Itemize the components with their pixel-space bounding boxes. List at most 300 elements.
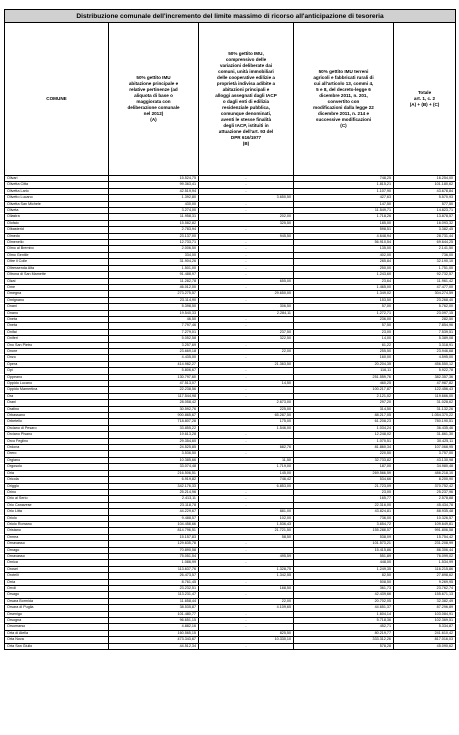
value-cell-tot: 486.218,10 <box>394 470 456 476</box>
comune-cell: Oristano <box>5 528 109 534</box>
comune-cell: Omignano <box>5 297 109 303</box>
value-cell-b: 682,76 <box>199 445 294 451</box>
comune-cell: Orco Feglino <box>5 438 109 444</box>
comune-cell: Olmo al Brembo <box>5 246 109 252</box>
value-cell-a: 216.506,51 <box>109 470 199 476</box>
value-cell-c: 598,51 <box>294 227 394 233</box>
value-cell-c: 147,50 <box>294 201 394 207</box>
value-cell-a: 814.796,51 <box>109 528 199 534</box>
comune-cell: Olivetta Lario <box>5 188 109 194</box>
comune-cell: Onore <box>5 348 109 354</box>
value-cell-c: 236,00 <box>294 316 394 322</box>
value-cell-b: - <box>199 496 294 502</box>
comune-cell: Orgosolo <box>5 464 109 470</box>
column-header-line: 50% gettito IMU terreni <box>318 69 369 74</box>
value-cell-a: 101.480,77 <box>109 611 199 617</box>
value-cell-b: 29.650,00 <box>199 291 294 297</box>
value-cell-b: 14,50 <box>199 381 294 387</box>
value-cell-a: 29.354,60 <box>109 438 199 444</box>
table-title: Distribuzione comunale dell'incremento del limite massimo di ricorso all'anticipazione di tesoreria <box>5 10 456 23</box>
value-cell-a: 900.865,67 <box>109 413 199 419</box>
value-cell-c: 23,64 <box>294 278 394 284</box>
value-cell-tot: 109.649,81 <box>394 521 456 527</box>
value-cell-c: 165,77 <box>294 496 394 502</box>
value-cell-b: - <box>199 252 294 258</box>
column-header-line: dicembre 2011, n. 201, <box>319 93 368 98</box>
comune-cell: Oriolo Romano <box>5 521 109 527</box>
value-cell-a: 7.279,01 <box>109 329 199 335</box>
value-cell-tot: 76.099,02 <box>394 553 456 559</box>
value-cell-b: 6.853,00 <box>199 483 294 489</box>
value-cell-b: - <box>199 618 294 624</box>
value-cell-tot: 2.141,50 <box>394 246 456 252</box>
value-cell-c: 452,71 <box>294 624 394 630</box>
value-cell-a: 718.807,28 <box>109 419 199 425</box>
value-cell-tot: 27.898,62 <box>394 573 456 579</box>
value-cell-c: 534,66 <box>294 477 394 483</box>
value-cell-b: - <box>199 438 294 444</box>
comune-cell: Ollastra <box>5 214 109 220</box>
value-cell-b: - <box>199 393 294 399</box>
table-row <box>5 643 456 649</box>
value-cell-a: 2.783,94 <box>109 227 199 233</box>
value-cell-b: 881,00 <box>199 509 294 515</box>
value-cell-c: 1.349,02 <box>294 291 394 297</box>
comune-cell: Opera <box>5 361 109 367</box>
value-cell-a: 25.214,96 <box>109 489 199 495</box>
value-cell-c: 100.217,87 <box>294 387 394 393</box>
value-cell-a: 4.882,16 <box>109 624 199 630</box>
value-cell-a: 473.343,67 <box>109 637 199 643</box>
value-cell-b: - <box>199 272 294 278</box>
value-cell-a: 334,00 <box>109 252 199 258</box>
value-cell-c: 1.107,90 <box>294 188 394 194</box>
comune-cell: Orio Litta <box>5 509 109 515</box>
value-cell-b: - <box>199 502 294 508</box>
value-cell-b: - <box>199 560 294 566</box>
value-cell-tot: 1.054.370,22 <box>394 413 456 419</box>
column-header-line: comunque denominati, <box>220 111 272 116</box>
value-cell-c: 20.204,35 <box>294 361 394 367</box>
comune-cell: Ornavasso <box>5 541 109 547</box>
value-cell-c: 1.034,24 <box>294 425 394 431</box>
comune-cell: Onzo <box>5 355 109 361</box>
value-cell-tot: 9.269,95 <box>394 579 456 585</box>
column-header-line: deliberazione comunale <box>127 105 180 110</box>
value-cell-c: 42.439,66 <box>294 592 394 598</box>
value-cell-b: 65.287,50 <box>199 413 294 419</box>
value-cell-a: 38.535,87 <box>109 605 199 611</box>
value-cell-a: 99.363,41 <box>109 182 199 188</box>
value-cell-tot: 101.180,62 <box>394 182 456 188</box>
comune-cell: Orbassano <box>5 413 109 419</box>
value-cell-c: 1.243,60 <box>294 272 394 278</box>
value-cell-c: 251.559,76 <box>294 374 394 380</box>
value-cell-c: 460,25 <box>294 381 394 387</box>
value-cell-b: - <box>199 208 294 214</box>
column-header-line: agricoli e fabbricati rurali di <box>313 75 374 80</box>
value-cell-c: 101.573,21 <box>294 541 394 547</box>
comune-cell: Olbasterid <box>5 227 109 233</box>
column-header-line: residenziale pubblica, <box>222 105 270 110</box>
column-header-line: (C) <box>340 123 347 128</box>
value-cell-c: 185,00 <box>294 220 394 226</box>
value-cell-b: 1.546,00 <box>199 425 294 431</box>
comune-cell: Oriolo <box>5 515 109 521</box>
value-cell-tot: 736,00 <box>394 252 456 258</box>
value-cell-c: 61,22 <box>294 342 394 348</box>
column-header-line: cui all'articolo 13, commi 4, <box>313 81 374 86</box>
column-header-line: successive modificazioni <box>315 117 372 122</box>
value-cell-a: 22.238,56 <box>109 387 199 393</box>
comune-cell: Oratino <box>5 406 109 412</box>
value-cell-a: 5.398,50 <box>109 304 199 310</box>
comune-cell: Olivari <box>5 176 109 182</box>
value-cell-c: 12.248,02 <box>294 432 394 438</box>
value-cell-c: 551,89 <box>294 553 394 559</box>
value-cell-b: 11,50 <box>199 457 294 463</box>
value-cell-tot: 31.132,26 <box>394 406 456 412</box>
value-cell-b: 1.342,55 <box>199 573 294 579</box>
value-cell-a: 46,50 <box>109 316 199 322</box>
value-cell-tot: 780.190,51 <box>394 419 456 425</box>
value-cell-b: - <box>199 611 294 617</box>
value-cell-tot: 23.097,15 <box>394 310 456 316</box>
value-cell-tot: 1.534,99 <box>394 560 456 566</box>
value-cell-c: 135,00 <box>294 246 394 252</box>
value-cell-tot: 2.578,88 <box>394 496 456 502</box>
value-cell-a: 75.051,54 <box>109 553 199 559</box>
comune-cell: Oneta <box>5 316 109 322</box>
value-cell-tot: 5.922,78 <box>394 368 456 374</box>
column-header-line: modificazioni dalla legge 22 <box>313 105 374 110</box>
value-cell-c: 1.465,00 <box>294 284 394 290</box>
value-cell-tot: 32.190,10 <box>394 259 456 265</box>
value-cell-a: 414.982,27 <box>109 361 199 367</box>
value-cell-c: 56.910,54 <box>294 240 394 246</box>
comune-cell: Ora <box>5 393 109 399</box>
value-cell-c: 3.654,72 <box>294 521 394 527</box>
value-cell-tot: 45.434,78 <box>394 502 456 508</box>
comune-cell: Ono San Pietro <box>5 342 109 348</box>
value-cell-b: 1.536,43 <box>199 521 294 527</box>
comune-cell: Orria <box>5 579 109 585</box>
value-cell-b: - <box>199 182 294 188</box>
value-cell-c: 21.723,09 <box>294 483 394 489</box>
value-cell-c: 82,50 <box>294 573 394 579</box>
value-cell-c: 255,50 <box>294 348 394 354</box>
value-cell-a: 1.086,99 <box>109 560 199 566</box>
comune-cell: Orsenigo <box>5 611 109 617</box>
value-cell-a: 7.797,46 <box>109 323 199 329</box>
value-cell-b: 4.109,65 <box>199 605 294 611</box>
value-cell-a: 1.501,00 <box>109 265 199 271</box>
value-cell-c: 748,25 <box>294 176 394 182</box>
value-cell-a: 160.565,15 <box>109 630 199 636</box>
value-cell-tot: 25.237,96 <box>394 489 456 495</box>
value-cell-a: 1.392,80 <box>109 195 199 201</box>
value-cell-a: 2.006,50 <box>109 246 199 252</box>
value-cell-b: - <box>199 342 294 348</box>
column-headers <box>5 23 456 176</box>
value-cell-b: - <box>199 323 294 329</box>
value-cell-tot: 23.762,74 <box>394 586 456 592</box>
value-cell-a: 430,00 <box>109 201 199 207</box>
value-cell-c: 160,00 <box>294 355 394 361</box>
comune-cell: Oppeano <box>5 374 109 380</box>
value-cell-a: 23.114,90 <box>109 297 199 303</box>
value-cell-tot: 102.369,51 <box>394 618 456 624</box>
value-cell-c: 220,50 <box>294 451 394 457</box>
value-cell-c: 80.219,77 <box>294 630 394 636</box>
value-cell-c: 427,63 <box>294 195 394 201</box>
value-cell-tot: 16.093,32 <box>394 220 456 226</box>
value-cell-c: 1.815,21 <box>294 182 394 188</box>
comune-cell: Orciano Pisano <box>5 432 109 438</box>
value-cell-tot: 107.068,95 <box>394 445 456 451</box>
value-cell-c: 1.272,71 <box>294 310 394 316</box>
column-header-line: comprensivo delle <box>225 57 267 62</box>
column-header-a <box>109 23 199 176</box>
value-cell-tot: 382.357,36 <box>394 374 456 380</box>
value-cell-c: 285,84 <box>294 259 394 265</box>
value-cell-c: 250,00 <box>294 265 394 271</box>
value-cell-tot: 155.671,13 <box>394 592 456 598</box>
comune-cell: Olivetto Lucano <box>5 195 109 201</box>
value-cell-b: 2.284,11 <box>199 310 294 316</box>
value-cell-a: 23.232,51 <box>109 586 199 592</box>
value-cell-a: 47.513,07 <box>109 381 199 387</box>
comune-cell: Oppido Mamertina <box>5 387 109 393</box>
column-header-line: aliquota di base o <box>134 93 173 98</box>
column-header-line: proprietà indivisa adibite a <box>216 81 276 86</box>
value-cell-a: 129.635,78 <box>109 541 199 547</box>
value-cell-tot: 69.644,25 <box>394 240 456 246</box>
column-header-line: DPR 616/1977 <box>230 135 262 140</box>
value-cell-c: 43.824,81 <box>294 509 394 515</box>
value-cell-tot: 7.854,96 <box>394 323 456 329</box>
comune-cell: Ome <box>5 284 109 290</box>
value-cell-tot: 577,50 <box>394 201 456 207</box>
value-cell-a: 91.488,97 <box>109 272 199 278</box>
value-cell-tot: 5.570,93 <box>394 195 456 201</box>
column-header-line: abitazione principale e <box>128 81 179 86</box>
value-cell-b: 22,00 <box>199 348 294 354</box>
value-cell-a: 4.435,00 <box>109 355 199 361</box>
comune-cell: Ormea <box>5 534 109 540</box>
value-cell-a: 31.904,26 <box>109 259 199 265</box>
comune-cell: Onano <box>5 310 109 316</box>
value-cell-a: 11.658,44 <box>109 598 199 604</box>
value-cell-a: 46.012,00 <box>109 284 199 290</box>
value-cell-tot: 13.878,57 <box>394 214 456 220</box>
column-header-line: aventi le stesse finalità <box>220 117 272 122</box>
comune-cell: Origgio <box>5 483 109 489</box>
value-cell-a: 15.582,82 <box>109 220 199 226</box>
value-cell-b: 746,42 <box>199 477 294 483</box>
value-cell-a: 28.058,42 <box>109 400 199 406</box>
column-header-line: art. 1, c. 2 <box>413 96 436 101</box>
value-cell-c: 333.312,26 <box>294 637 394 643</box>
comune-cell: Orotelli <box>5 573 109 579</box>
comune-cell: Orani <box>5 400 109 406</box>
value-cell-c: 11.549,71 <box>294 208 394 214</box>
value-cell-tot: 43.678,84 <box>394 188 456 194</box>
value-cell-a: 44.512,34 <box>109 643 199 649</box>
column-header-b <box>199 23 294 176</box>
comune-cell: Oria <box>5 470 109 476</box>
column-header-line: relative pertinenze (ad <box>129 87 178 92</box>
value-cell-b: 102,00 <box>199 515 294 521</box>
value-cell-tot: 3.318,91 <box>394 342 456 348</box>
value-cell-a: 12.733,71 <box>109 240 199 246</box>
value-cell-a: 113.231,47 <box>109 592 199 598</box>
value-cell-c: 1.249,35 <box>294 566 394 572</box>
value-cell-b: - <box>199 368 294 374</box>
value-cell-c: 538,09 <box>294 534 394 540</box>
value-cell-tot: 31.861,30 <box>394 432 456 438</box>
value-cell-b: 495,59 <box>199 553 294 559</box>
value-cell-tot: 36.435,46 <box>394 425 456 431</box>
value-cell-c: 314,50 <box>294 406 394 412</box>
value-cell-a: 5.052,58 <box>109 336 199 342</box>
value-cell-tot: 14.823,71 <box>394 208 456 214</box>
value-cell-a: 9.488,57 <box>109 515 199 521</box>
column-header-line: abitazioni principali e <box>222 87 270 92</box>
value-cell-tot: 11.961,42 <box>394 278 456 284</box>
value-cell-tot: 28.731,44 <box>394 233 456 239</box>
value-cell-a: 19.613,28 <box>109 432 199 438</box>
value-cell-c: 2.121,02 <box>294 393 394 399</box>
comune-cell: Orero <box>5 451 109 457</box>
comune-cell: Olivetta Citta <box>5 182 109 188</box>
value-cell-c: 1.718,26 <box>294 214 394 220</box>
comune-cell: Orroli <box>5 586 109 592</box>
value-cell-c: 578,28 <box>294 643 394 649</box>
comune-cell: Orsara di Puglia <box>5 605 109 611</box>
value-cell-c: 1.070,51 <box>294 438 394 444</box>
column-header-line: attuazione dell'art. 93 del <box>218 129 274 134</box>
column-header-line: comuni, unità immobiliari <box>218 69 274 74</box>
value-cell-c: 5.718,36 <box>294 618 394 624</box>
comune-cell: Orciano di Pesaro <box>5 425 109 431</box>
value-cell-tot: 817.016,03 <box>394 637 456 643</box>
column-header-c <box>294 23 394 176</box>
comune-cell: Oppido Lucano <box>5 381 109 387</box>
comune-cell: Orgiano <box>5 457 109 463</box>
value-cell-tot: 116.215,86 <box>394 566 456 572</box>
value-cell-b: - <box>199 284 294 290</box>
value-cell-a: 15.157,83 <box>109 534 199 540</box>
value-cell-b: 168,50 <box>199 586 294 592</box>
table-body <box>5 176 456 650</box>
comune-cell: Orino <box>5 489 109 495</box>
value-cell-tot: 5.762,00 <box>394 304 456 310</box>
value-cell-tot: 991.806,58 <box>394 528 456 534</box>
value-cell-a: 113.637,76 <box>109 566 199 572</box>
value-cell-b: 655,00 <box>199 278 294 284</box>
value-cell-tot: 87.296,89 <box>394 605 456 611</box>
value-cell-b: 325,50 <box>199 220 294 226</box>
value-cell-c: 14,00 <box>294 336 394 342</box>
column-header-line: convertito con <box>327 99 360 104</box>
value-cell-c: 44.651,37 <box>294 605 394 611</box>
column-header-line: variazioni deliberate dai <box>219 63 273 68</box>
value-cell-c: 361,73 <box>294 586 394 592</box>
value-cell-b: - <box>199 547 294 553</box>
value-cell-c: 187,00 <box>294 464 394 470</box>
value-cell-a: 2.413,11 <box>109 496 199 502</box>
value-cell-b: - <box>199 355 294 361</box>
value-cell-c: 88.217,05 <box>294 413 394 419</box>
value-cell-tot: 5.389,08 <box>394 336 456 342</box>
value-cell-b: - <box>199 240 294 246</box>
value-cell-b: - <box>199 592 294 598</box>
comune-cell: Ornago <box>5 547 109 553</box>
value-cell-tot: 34.980,48 <box>394 464 456 470</box>
value-cell-tot: 122.456,43 <box>394 387 456 393</box>
column-header-line: dicembre 2011, n. 214 e <box>317 111 370 116</box>
value-cell-c: 20.702,05 <box>294 598 394 604</box>
column-header-line: alloggi assegnati dagli IACP <box>215 93 277 98</box>
value-cell-a: 3.536,50 <box>109 451 199 457</box>
value-cell-c: 116,11 <box>294 368 394 374</box>
comune-cell: Onifai <box>5 329 109 335</box>
value-cell-tot: 31.028,62 <box>394 400 456 406</box>
value-cell-a: 117.544,98 <box>109 393 199 399</box>
column-header-line: maggiorata con <box>136 99 171 104</box>
column-header-line: (B) <box>242 141 250 146</box>
value-cell-a: 104.458,66 <box>109 521 199 527</box>
value-cell-c: 448,00 <box>294 560 394 566</box>
value-cell-tot: 5.334,87 <box>394 624 456 630</box>
value-cell-a: 15.524,75 <box>109 176 199 182</box>
value-cell-tot: 23.946,68 <box>394 348 456 354</box>
value-cell-tot: 304.274,59 <box>394 291 456 297</box>
value-cell-a: 26.473,57 <box>109 573 199 579</box>
value-cell-tot: 16.254,00 <box>394 176 456 182</box>
comune-cell: Ornavasso <box>5 553 109 559</box>
value-cell-b: 2.673,00 <box>199 400 294 406</box>
value-cell-tot: 4.595,00 <box>394 355 456 361</box>
column-header-line: 5 e 8, del decreto-legge 6 <box>316 87 371 92</box>
value-cell-tot: 15.754,42 <box>394 534 456 540</box>
value-cell-a: 5.806,67 <box>109 368 199 374</box>
value-cell-b: - <box>199 316 294 322</box>
value-cell-b: - <box>199 489 294 495</box>
comune-cell: Orsomarso <box>5 624 109 630</box>
comune-cell: Orsogna <box>5 618 109 624</box>
value-cell-b: 1.328,75 <box>199 566 294 572</box>
value-cell-b: - <box>199 188 294 194</box>
comune-cell: Oltrona di San Mamette <box>5 272 109 278</box>
value-cell-b: - <box>199 227 294 233</box>
comune-cell: Olmenello <box>5 240 109 246</box>
value-cell-tot: 241.610,42 <box>394 630 456 636</box>
value-cell-c: 23,00 <box>294 489 394 495</box>
comune-cell: Oliveta <box>5 208 109 214</box>
value-cell-tot: 30.425,11 <box>394 438 456 444</box>
value-cell-tot: 10.326,57 <box>394 515 456 521</box>
value-cell-tot: 92.732,57 <box>394 272 456 278</box>
value-cell-c: 402,00 <box>294 252 394 258</box>
comune-cell: Oltre il Colle <box>5 259 109 265</box>
value-cell-tot: 23.268,40 <box>394 297 456 303</box>
value-cell-b: 225,00 <box>199 406 294 412</box>
value-cell-a: 33.855,22 <box>109 425 199 431</box>
value-cell-c: 153,50 <box>294 297 394 303</box>
value-cell-c: 155.288,57 <box>294 528 394 534</box>
